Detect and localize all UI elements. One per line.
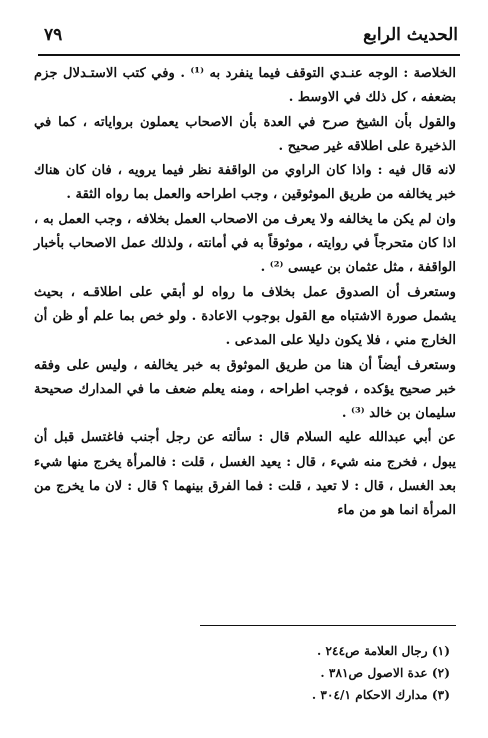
page-number: ٧٩ (44, 25, 63, 45)
page-header (44, 22, 458, 48)
paragraph-summary: الخلاصة : الوجه عنـدي التوقف فيما ينفرد به ⁽¹⁾ . وفي كتب الاستـدلال جزم بضعفه ، كل ذلك في الاوسط . (34, 66, 456, 106)
footnote-2: (٢) عدة الاصول ص٣٨١ . (320, 666, 450, 680)
main-text (34, 62, 456, 524)
paragraph-saduq: وستعرف أن الصدوق عمل بخلاف ما رواه لو أبقي على اطلاقـه ، بحيث يشمل صورة الاشتباه مع القول بوجوب الاعادة . ولو خص بما علم أو ظن أن الخارج مني ، فلا يكون دليلا على المدعى . (34, 284, 456, 349)
footnote-1: (١) رجال العلامة ص٢٤٤ . (317, 644, 450, 658)
chapter-title: الحديث الرابع (363, 25, 458, 45)
footnote-3: (٣) مدارك الاحكام ٣٠٤/١ . (311, 688, 450, 702)
paragraph-waqifa-rule: لانه قال فيه : واذا كان الراوي من الواقفة نظر فيما يرويه ، فان كان هناك خبر يخالفه من طريق الموثوقين ، وجب اطراحه والعمل بما رواه الثقة . (34, 163, 456, 203)
footnotes (150, 640, 450, 706)
paragraph-hadith: عن أبي عبدالله عليه السلام قال : سألته عن رجل أجنب فاغتسل قبل أن يبول ، فخرج منه شيء ، قال : يعيد الغسل ، قلت : فالمرأة يخرج منها شيء بعد الغسل ، قال : لا تعيد ، قلت : فما الفرق بينهما ؟ قال : لان ما يخرج من المرأة انما هو من ماء (34, 430, 456, 519)
paragraph-sheikh-claim: والقول بأن الشيخ صرح في العدة بأن الاصحاب يعملون برواياته ، كما في الذخيرة على اطلاقه غير صحيح . (34, 114, 456, 154)
header-divider (38, 54, 460, 56)
paragraph-contrary-report: وستعرف أيضاً أن هنا من طريق الموثوق به خبر يخالفه ، وليس على وفقه خبر صحيح يؤكده ، فوجب اطراحه ، ومنه يعلم ضعف ما في المدارك صحيحة سليمان بن خالد ⁽³⁾ . (34, 357, 456, 422)
paragraph-obligation: وان لم يكن ما يخالفه ولا يعرف من الاصحاب العمل بخلافه ، وجب العمل به ، اذا كان متحرجاً في روايته ، موثوقاً به في أمانته ، ولذلك عمل الاصحاب بأخبار الواقفة ، مثل عثمان بن عيسى ⁽²⁾ . (34, 211, 456, 276)
footnote-divider (200, 625, 456, 626)
